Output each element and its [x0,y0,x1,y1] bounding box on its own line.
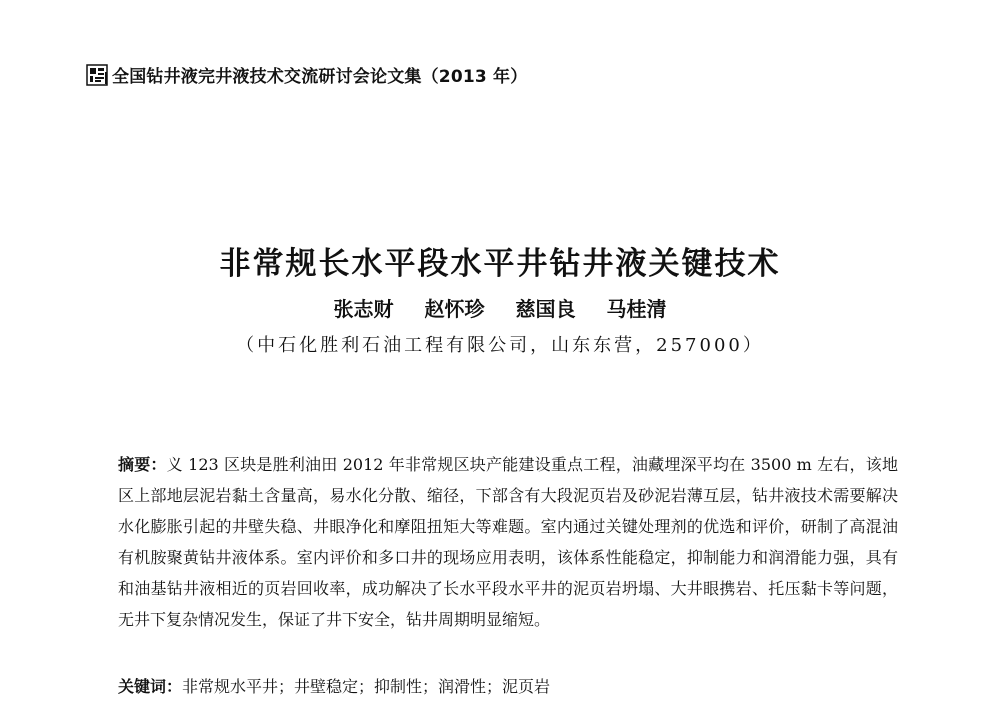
keywords-label: 关键词： [118,677,183,696]
author-name: 马桂清 [606,297,667,321]
abstract-label: 摘要： [118,455,167,474]
abstract-text: 义 123 区块是胜利油田 2012 年非常规区块产能建设重点工程，油藏埋深平均在 3500 m 左右，该地区上部地层泥岩黏土含量高，易水化分散、缩径，下部含有大段泥页岩及砂泥岩薄互层，钻井液技术需要解决水化膨胀引起的井壁失稳、井眼净化和摩阻扭矩大等难题。室内通过关键处理剂的优选和评价，研制了高混油有机胺聚黄钻井液体系。室内评价和多口井的现场应用表明，该体系性能稳定，抑制能力和润滑能力强，具有和油基钻井液相近的页岩回收率，成功解决了长水平段水平井的泥页岩坍塌、大井眼携岩、托压黏卡等问题，无井下复杂情况发生，保证了井下安全，钻井周期明显缩短。 [118,455,898,629]
paper-title: 非常规长水平段水平井钻井液关键技术 [219,246,781,282]
keywords [118,676,898,698]
author-name: 赵怀珍 [424,297,485,321]
running-header [86,62,527,87]
keywords-text: 非常规水平井；井壁稳定；抑制性；润滑性；泥页岩 [182,677,551,696]
conference-logo-icon [86,64,108,86]
header-text: 全国钻井液完井液技术交流研讨会论文集（2013 年） [112,67,528,87]
author-name: 慈国良 [515,297,576,321]
author-list [0,293,1000,322]
abstract [118,449,898,635]
affiliation: （中石化胜利石油工程有限公司，山东东营，257000） [236,335,764,356]
author-name: 张志财 [333,297,394,321]
